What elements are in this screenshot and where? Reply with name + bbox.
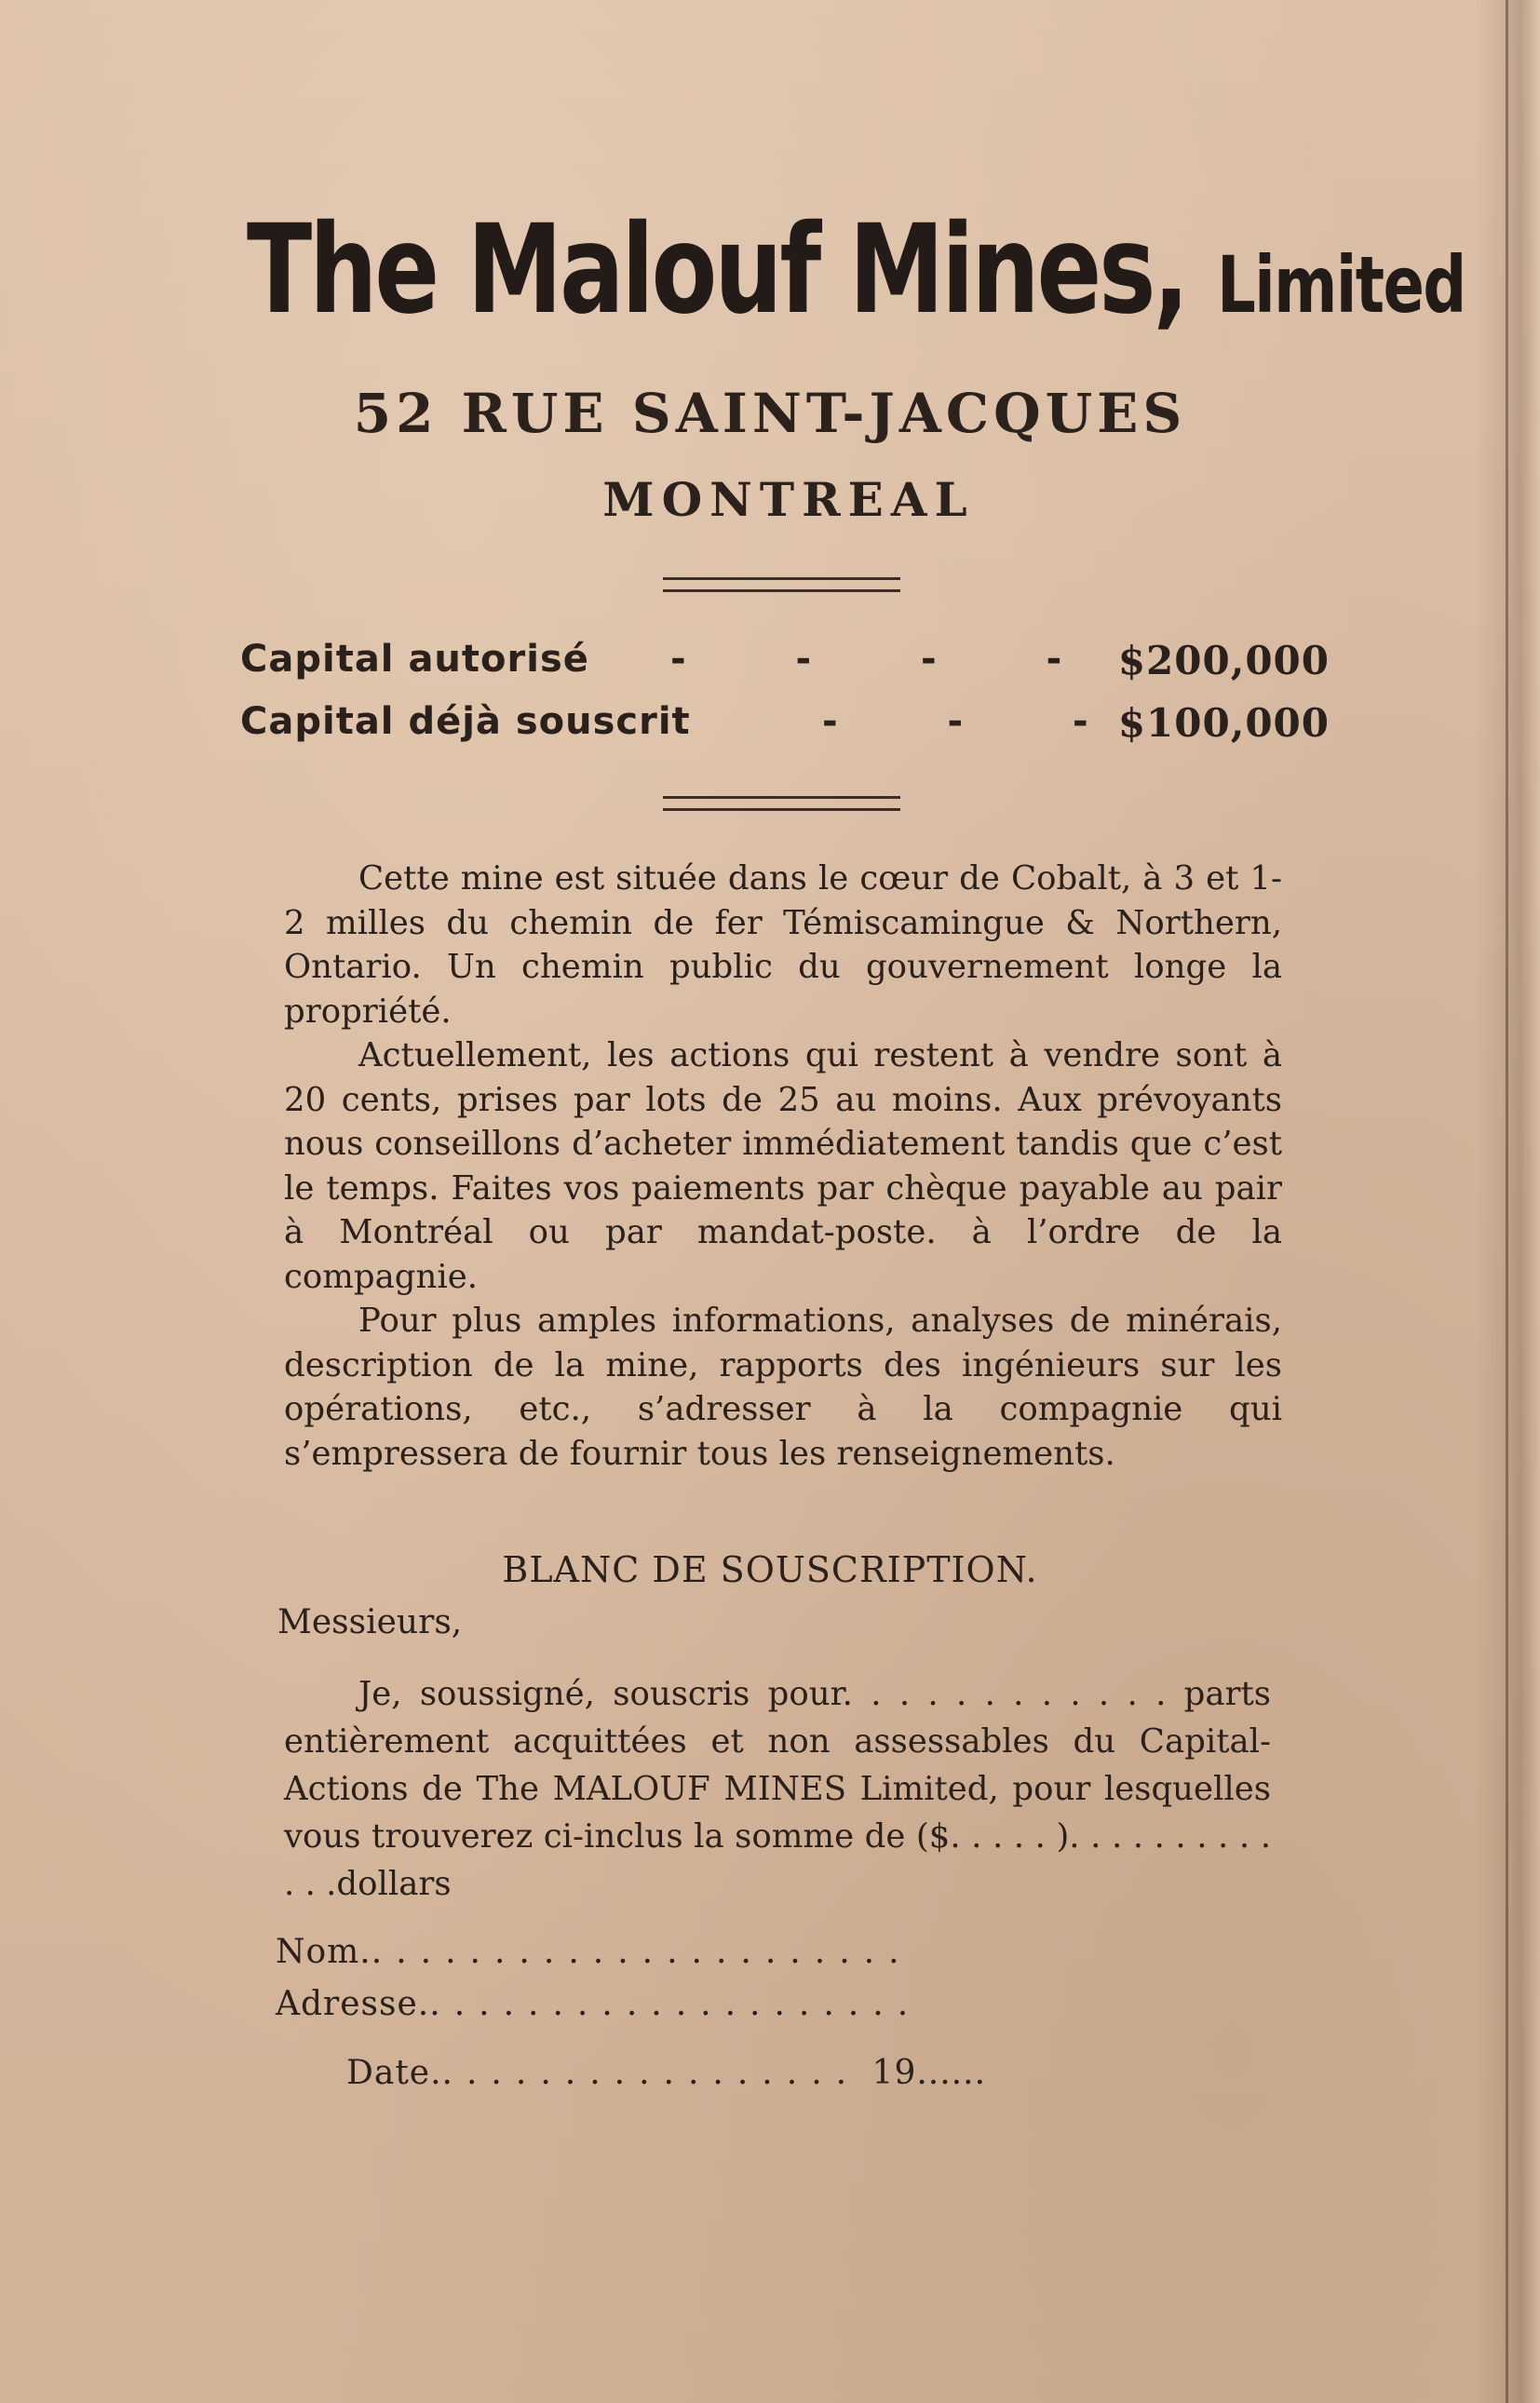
capital-row-authorized: [240, 638, 1330, 694]
subscription-form-heading: BLANC DE SOUSCRIPTION.: [502, 1549, 1038, 1590]
description-paragraph: Actuellement, les actions qui restent à vendre sont à 20 cents, prises par lots de 25 au moins. Aux prévoyants nous conseillons d’acheter immédiatement tandis que c’est le temps. Faites vos paiements par chèque payable au pair à Montréal ou par mandat-poste. à l’ordre de la compagnie.: [284, 1036, 1282, 1296]
name-label: Nom.: [276, 1933, 371, 1971]
date-year: 19......: [871, 2054, 987, 2092]
page-fold-line: [1506, 0, 1508, 2403]
address-dotted-line: ....................: [429, 1985, 923, 2023]
capital-amount: $100,000: [1117, 700, 1330, 746]
name-field: [276, 1933, 913, 1971]
double-rule-divider: [663, 796, 900, 811]
form-salutation: Messieurs,: [277, 1603, 463, 1641]
company-name: The Malouf Mines,: [247, 198, 1187, 342]
date-dotted-line: .................: [441, 2054, 861, 2092]
name-dotted-line: ......................: [371, 1933, 913, 1971]
description-paragraph: Cette mine est située dans le cœur de Cobalt, à 3 et 1-2 milles du chemin de fer Témiscamingue & Northern, Ontario. Un chemin public du gouvernement longe la propriété.: [284, 859, 1282, 1031]
subscription-statement: Je, soussigné, souscris pour. . . . . . . . . . . . parts entièrement acquittées et non assessables du Capital-Actions de The MALOUF MINES Limited, pour lesquelles vous trouverez ci-inclus la somme de ($. . . . . ). . . . . . . . . . . . .dollars: [284, 1675, 1271, 1903]
address-label: Adresse.: [276, 1985, 430, 2023]
street-address: 52 RUE SAINT-JACQUES: [353, 382, 1187, 445]
capital-dashes: - - - -: [670, 638, 1111, 681]
company-title: [247, 198, 1466, 350]
capital-label: Capital déjà souscrit: [240, 700, 691, 743]
double-rule-divider: [663, 577, 900, 592]
address-field: [276, 1985, 922, 2023]
company-suffix: Limited: [1217, 239, 1466, 331]
subscription-form-body: [284, 1670, 1271, 1908]
date-label: Date.: [346, 2054, 442, 2092]
description-text: [284, 857, 1282, 1476]
description-paragraph: Pour plus amples informations, analyses de minérais, description de la mine, rapports des ingénieurs sur les opérations, etc., s’adresser à la compagnie qui s’empressera de fournir tous les renseignements.: [284, 1302, 1282, 1473]
capital-dashes: - - -: [822, 700, 1137, 743]
capital-row-subscribed: [240, 700, 1330, 756]
date-field: [346, 2054, 986, 2092]
capital-label: Capital autorisé: [240, 638, 589, 681]
city-name: MONTREAL: [602, 472, 975, 527]
capital-amount: $200,000: [1117, 638, 1330, 683]
